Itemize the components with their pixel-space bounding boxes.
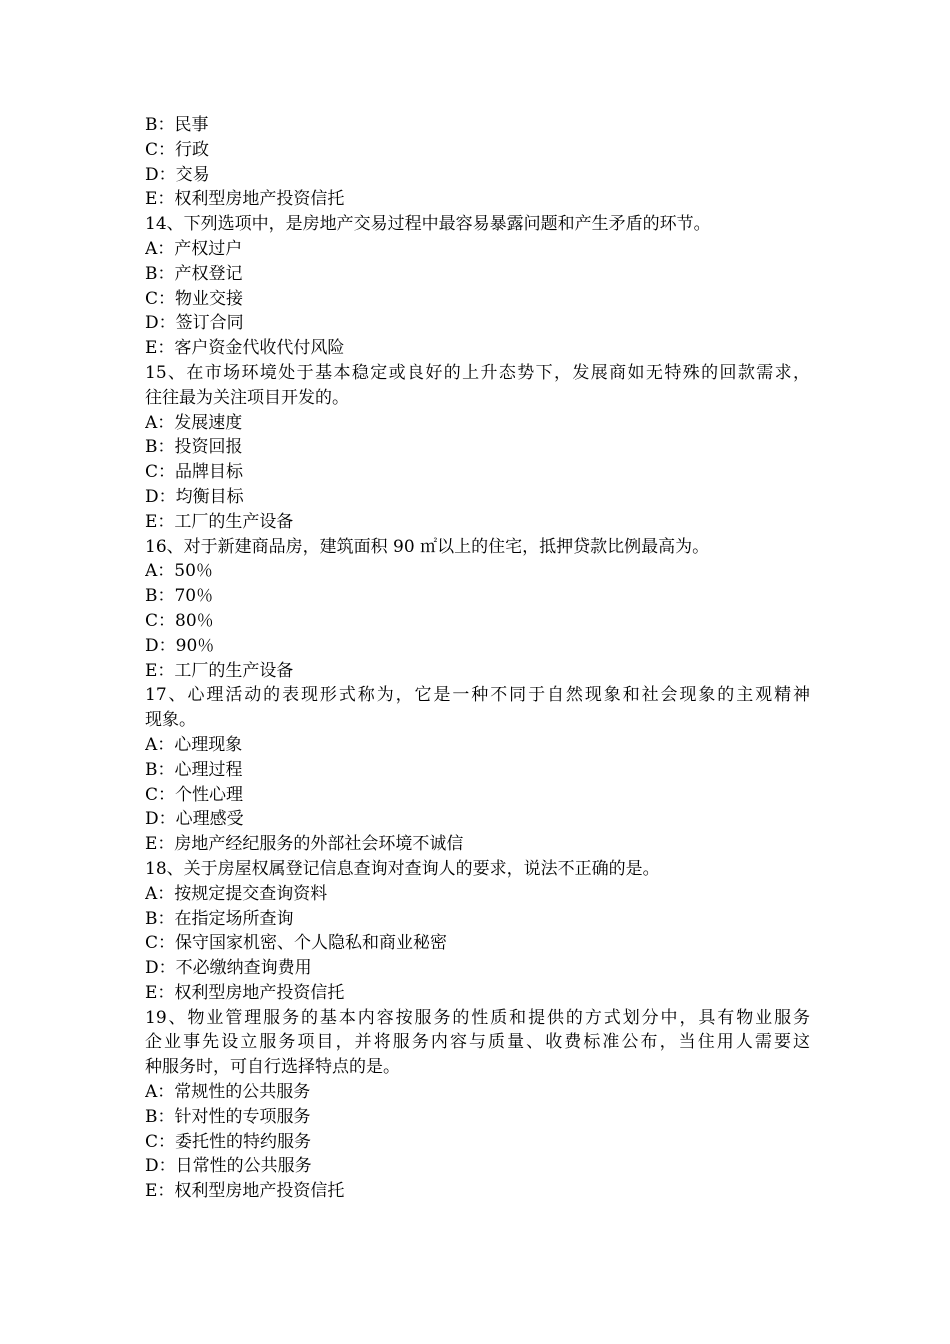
question-title-line: 16、对于新建商品房，建筑面积 90 ㎡以上的住宅，抵押贷款比例最高为。 <box>145 536 710 557</box>
option-line: B：民事 <box>145 115 209 135</box>
option-b: B：在指定场所查询 <box>145 908 294 929</box>
option-d: D：均衡目标 <box>145 486 244 507</box>
option-b: B：心理过程 <box>145 759 243 780</box>
document-page <box>145 113 810 1204</box>
intro-options <box>145 113 810 212</box>
question-17 <box>145 683 810 857</box>
question-title <box>145 361 810 411</box>
question-title-line: 往往最为关注项目开发的。 <box>145 387 349 408</box>
option-c: C：品牌目标 <box>145 462 244 483</box>
option-a: A：常规性的公共服务 <box>145 1082 311 1103</box>
question-title <box>145 857 810 882</box>
option-d: D：签订合同 <box>145 313 244 334</box>
option-e: E：工厂的生产设备 <box>145 660 294 681</box>
question-title <box>145 212 810 237</box>
option-e: E：工厂的生产设备 <box>145 511 294 532</box>
question-16 <box>145 535 810 684</box>
question-18 <box>145 857 810 1006</box>
question-title-line: 15、在市场环境处于基本稳定或良好的上升态势下，发展商如无特殊的回款需求， <box>145 362 810 383</box>
question-15 <box>145 361 810 535</box>
option-e: E：客户资金代收代付风险 <box>145 338 345 359</box>
option-d: D：心理感受 <box>145 809 244 830</box>
option-line: C：行政 <box>145 139 210 160</box>
question-title-line: 19、物业管理服务的基本内容按服务的性质和提供的方式划分中，具有物业服务 <box>145 1007 810 1028</box>
question-19 <box>145 1006 810 1204</box>
question-14 <box>145 212 810 361</box>
question-title <box>145 1006 810 1080</box>
option-a: A：50％ <box>145 561 213 582</box>
option-a: A：按规定提交查询资料 <box>145 883 328 904</box>
question-title <box>145 535 810 560</box>
option-e: E：房地产经纪服务的外部社会环境不诚信 <box>145 834 464 855</box>
option-line: D：交易 <box>145 164 210 185</box>
question-title-line: 14、下列选项中，是房地产交易过程中最容易暴露问题和产生矛盾的环节。 <box>145 214 711 235</box>
option-a: A：发展速度 <box>145 412 243 433</box>
question-title-line: 企业事先设立服务项目，并将服务内容与质量、收费标准公布，当住用人需要这 <box>145 1032 810 1053</box>
question-title <box>145 683 810 733</box>
option-e: E：权利型房地产投资信托 <box>145 1181 345 1202</box>
option-b: B：投资回报 <box>145 437 243 458</box>
option-b: B：针对性的专项服务 <box>145 1106 311 1127</box>
option-c: C：80％ <box>145 610 214 631</box>
question-title-line: 种服务时，可自行选择特点的是。 <box>145 1057 400 1078</box>
question-title-line: 现象。 <box>145 710 196 731</box>
option-line: E：权利型房地产投资信托 <box>145 189 345 210</box>
option-c: C：个性心理 <box>145 784 244 805</box>
question-title-line: 17、心理活动的表现形式称为，它是一种不同于自然现象和社会现象的主观精神 <box>145 685 810 706</box>
option-b: B：产权登记 <box>145 263 243 284</box>
option-c: C：保守国家机密、个人隐私和商业秘密 <box>145 933 448 954</box>
option-d: D：日常性的公共服务 <box>145 1156 312 1177</box>
option-d: D：90％ <box>145 635 215 656</box>
option-d: D：不必缴纳查询费用 <box>145 958 312 979</box>
option-c: C：物业交接 <box>145 288 244 309</box>
option-b: B：70％ <box>145 586 214 607</box>
option-c: C：委托性的特约服务 <box>145 1131 312 1152</box>
question-title-line: 18、关于房屋权属登记信息查询对查询人的要求，说法不正确的是。 <box>145 858 660 879</box>
option-a: A：产权过户 <box>145 238 243 259</box>
option-a: A：心理现象 <box>145 734 243 755</box>
option-e: E：权利型房地产投资信托 <box>145 982 345 1003</box>
